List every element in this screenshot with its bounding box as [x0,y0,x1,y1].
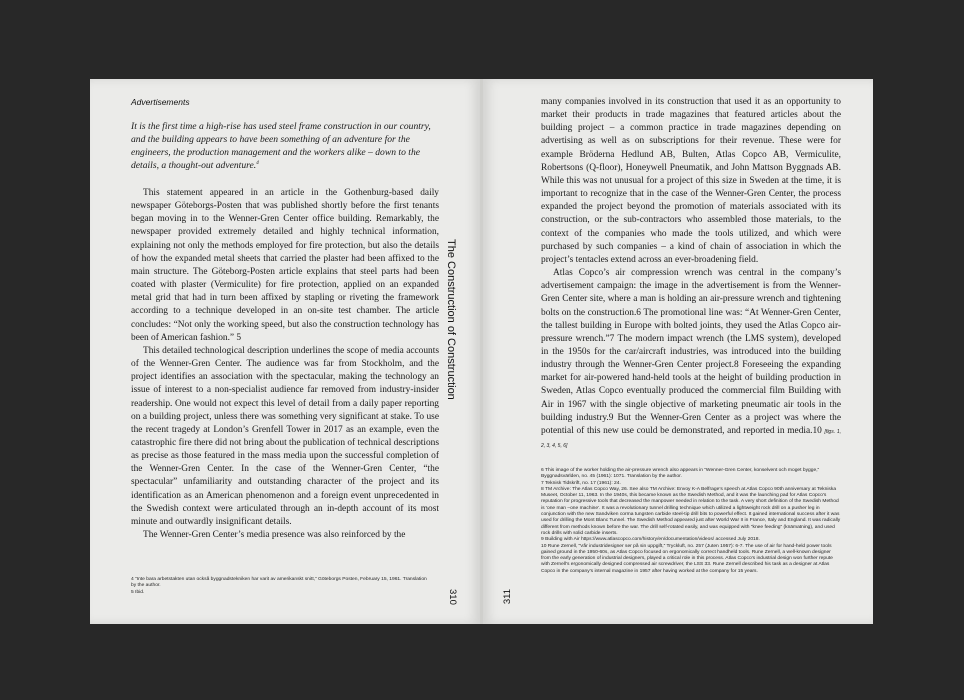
epigraph-text: It is the first time a high-rise has used steel frame construction in our country, and the building appears to have been something of an adventure for the engineers, the production management and the workers alike – down to the details, a thought-out adventure. [131,121,431,171]
paragraph: This detailed technological description underlines the scope of media accounts of the Wenner-Gren Center. The audience was far from Stockholm, and the project identifies an association with the spectacular, making the technology an issue of interest to a non-specialist audience far removed from industry-insider readership. One would not expect this level of detail from a daily paper reporting on a building project, unless there was something very significant at stake. To use the recent tragedy at London’s Grenfell Tower in 2017 as an example, even the catastrophic fire there did not bring about the publication of technical descriptions as precise as those featured in the mass media upon the successful completion of the Wenner-Gren Center. In the case of the Wenner-Gren Center, “the spectacular” unfamiliarity and outstanding character of the project and its identification as an American phenomenon and a foreign event unprecedented in the Swedish context were articulated through an in-depth account of its most minute and outwardly insignificant details. [131,345,439,527]
paragraph-with-figs [541,267,841,453]
left-body-text [131,187,439,542]
footnote: 7 Teknisk Tidskrift, no. 17 (1961): 24. [541,480,621,486]
page-number-left: 310 [447,589,458,605]
right-body-text [541,96,841,453]
epigraph-footnote-ref: 4 [256,159,259,166]
epigraph-quote [131,120,431,172]
footnote: 10 Rune Zernell, “Vår industridesigner ser på sin uppgift,” Tryckluft, no. 257 (Juten 1957): 6-7. The use of air for hand-held power tools gained ground in the 1950-60s, as Atlas Copco focused on ergonomically correct handheld tools. Rune Zernell, a well-known designer from the early generation of industrial designers, played a critical role in this process. Atlas Copco’s industrial design won further repute with Zernell’s ergonomically designed compressed air screwdriver, the LSS 33. Rune Zernell described his task as a designer at Atlas Copco in the company’s internal magazine in 1957 after having worked at the company for 15 years. [541,543,833,574]
running-head: The Construction of Construction [445,239,457,400]
paragraph: This statement appeared in an article in the Gothenburg-based daily newspaper Göteborgs-Posten that was published shortly before the first tenants began moving in to the Wenner-Gren Center office building. Remarkably, the newspaper provided extremely detailed and highly technical information, explaining not only the methods employed for fire protection, but also the details of how the expanded metal sheets that carried the plaster had been affixed to the main structure. The Göteborg-Posten article explains that steel parts had been coated with plaster (Vermiculite) for fire protection, applied on an expanded metal grid that had in turn been affixed by stapling or riveting the framework according to a technique developed in an on-site test chamber. The article concludes: “Not only the working speed, but also the construction technology has been of American fashion.” 5 [131,188,439,343]
footnote: 9 Building with Air https://www.atlascopco.com/history/en/documentation/videos/ accessed July 2018. [541,537,760,543]
page-number-right: 311 [502,589,513,605]
paragraph: The Wenner-Gren Center’s media presence was also reinforced by the [143,530,406,541]
right-footnotes [541,468,841,575]
paragraph: Atlas Copco’s air compression wrench was central in the company’s advertisement campaign: the image in the advertisement is from the Wenner-Gren Center site, where a man is holding an air-pressure wrench and tightening bolts on the construction.6 The promotional line was: “At Wenner-Gren Center, the tallest building in Europe with bolted joints, they used the Atlas Copco air-pressure wrench.”7 The modern impact wrench (the LMS system), developed in the 1950s for the car/aircraft industries, was introduced into the building industry through the Wenner-Gren Center project.8 Foreseeing the expanding market for air-powered hand-held tools at the height of building production in Sweden, Atlas Copco eventually produced the commercial film Building with Air in 1967 with the single objective of marketing pneumatic air tools in the building industry.9 But the Wenner-Gren Center as a project was where the potential of this new use could be demonstrated, and reported in media.10 [541,268,841,436]
left-page [90,79,480,624]
paragraph: many companies involved in its construction that used it as an opportunity to market their products in trade magazines that featured articles about the building project – a common practice in trade magazines depending on advertising as well as on subscriptions for their revenue. These were for example Bröderna Hedlund AB, Bulten, Atlas Copco AB, Vermiculite, Robertsons (Q-floor), Honeywell Pneumatik, and John Mattson Byggnads AB. While this was not unusual for a project of this size in Sweden at the time, it is important to recognize that in the case of the Wenner-Gren Center, the process expanded the project beyond the promotion of materials associated with its construction, or the sub-contractors who assembled those materials, to the context of the companies who made the tools utilized, and which were purchased by such companies – a kind of chain of association in which the project’s tentacles extend across an ever-broadening field. [541,97,841,265]
left-footnotes [131,577,431,596]
footnote: 8 TM Archive: The Atlas Copco Way, 26. See also TM Archive: Envoy K-A Belfrage’s speech at Atlas Copco 90th anniversary at Tekniska Museet, October 11, 1963. In the 1940s, this became known as the Swedish Method, and it was the launching pad for Atlas Copco’s reputation for progressive tools that decreased the manpower needed in relation to the task. A very short definition of the Swedish Method is ‘one man –one machine’. It was a revolutionary tunnel drilling technique which utilized a lightweight rock drill on a pusher leg in conjunction with the new Sandviken corma tungsten carbide steel-tip drill bits to powerful effect. It gained international success after it was used for drilling the Mont Blanc Tunnel. The Swedish Method appeared just after World War II in France, Italy and England. It was radically different from methods known before the war. The drill self-rotated easily, and was equipped with “knee feeding” (knämatning), and used rock drills with solid carbide inserts. [541,486,841,536]
footnote: 5 Ibid. [131,589,145,595]
right-page [483,79,873,624]
section-label: Advertisements [131,97,190,107]
footnote: 4 “Inte bara arbetstakten utan också byggnadstekniken har varit av amerikanskt snitt,” Göteborgs Posten, February 15, 1961. Translation by the author. [131,577,427,589]
footnote: 6 This image of the worker holding the air-pressure wrench also appears in “Wenner-Gren Center, konselvent och moget bygge,” Byggnadsvärlden, no. 45 (1961): 1071. Translation by the author. [541,468,820,480]
figures-reference: [figs. 1, 2, 3, 4, 5, 6] [541,428,841,450]
